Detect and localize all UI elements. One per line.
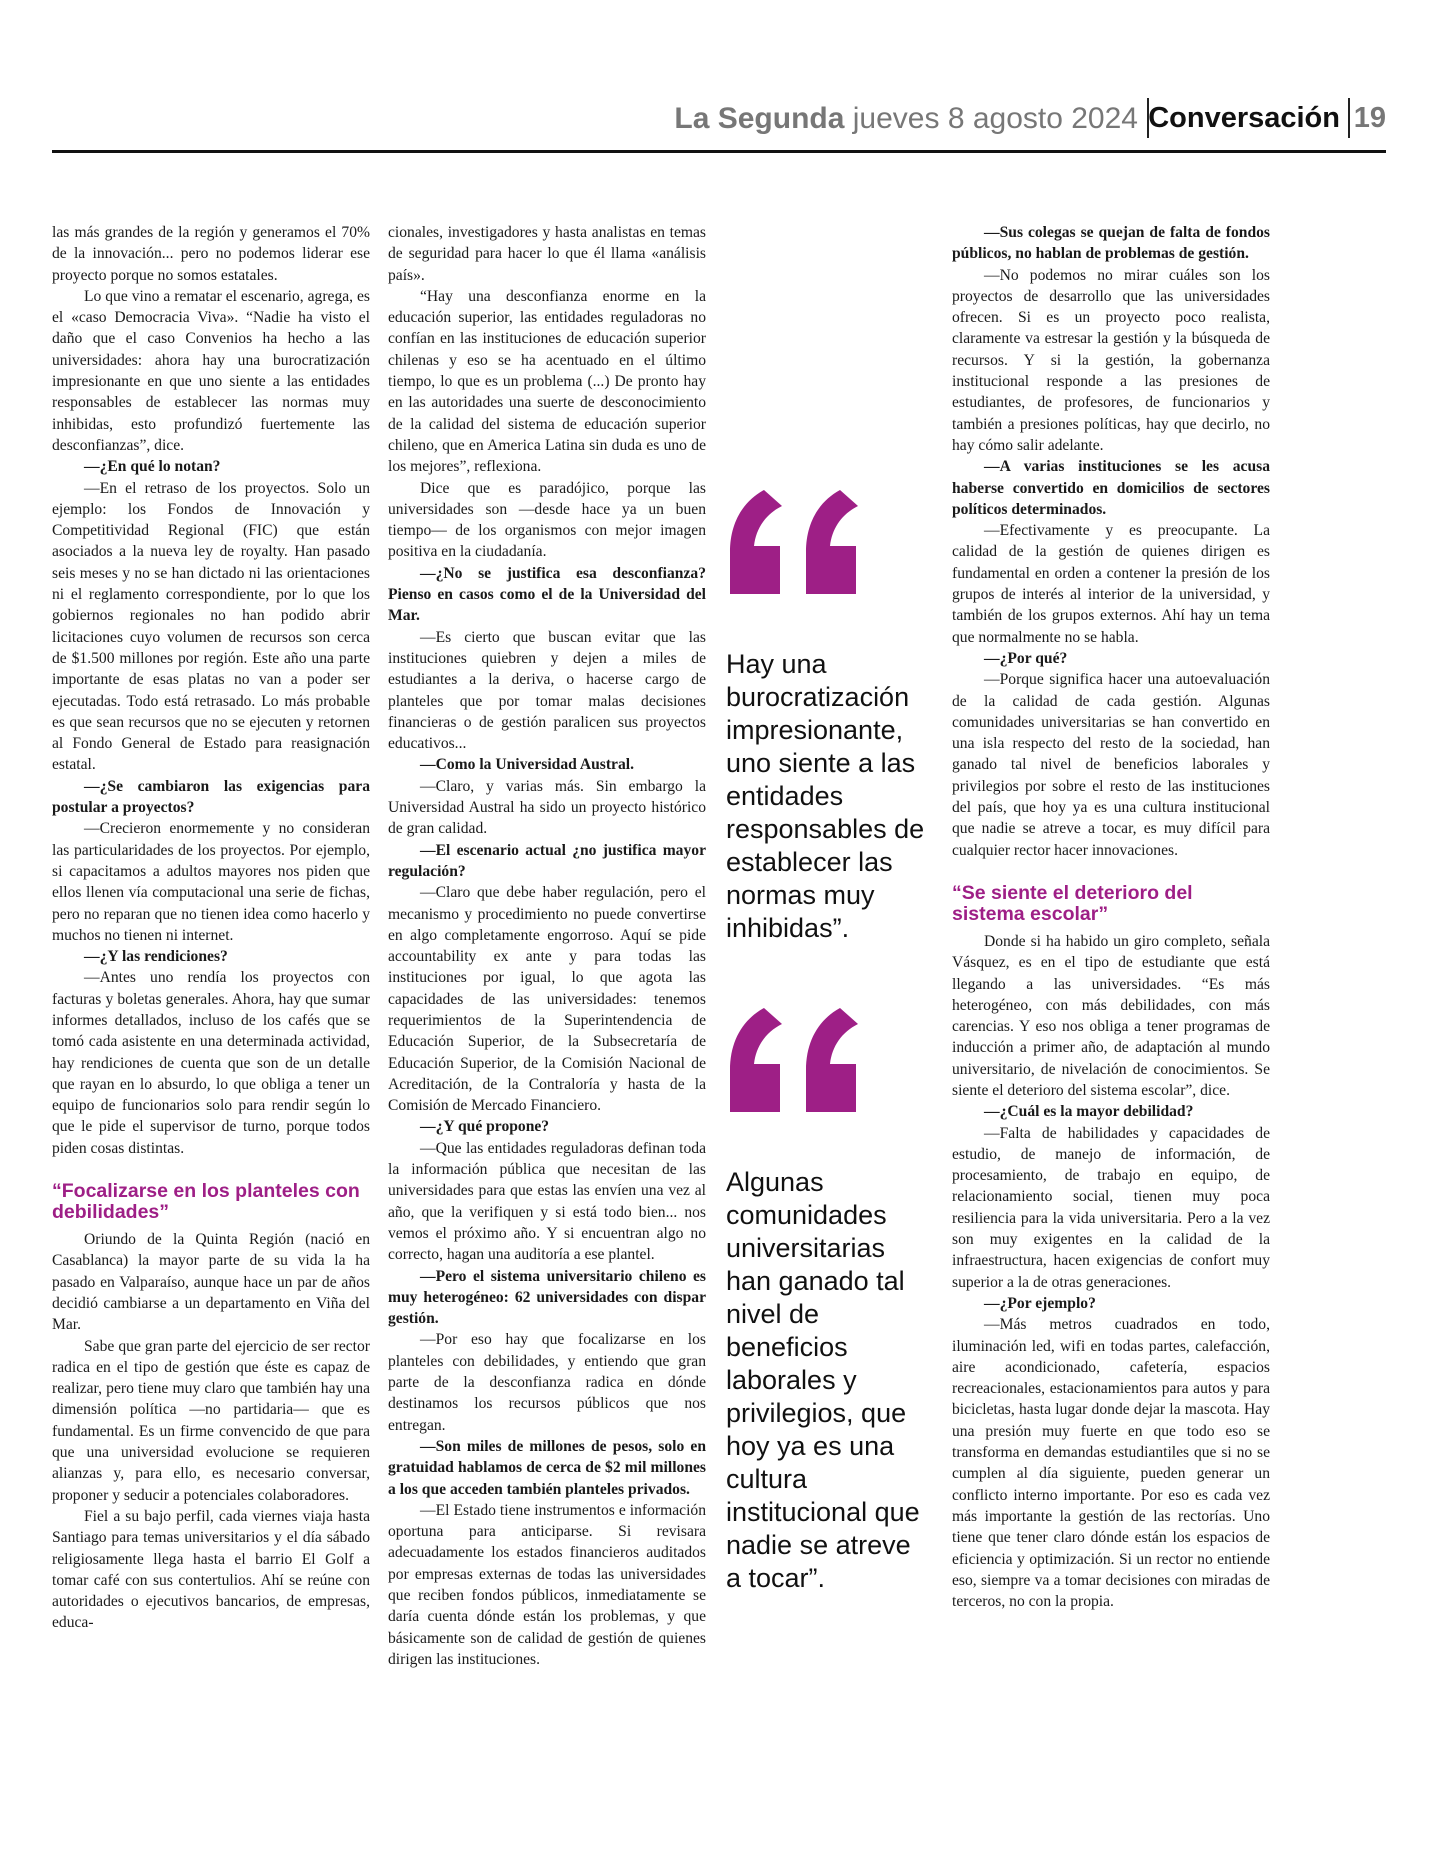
- publication-name: La Segunda: [674, 102, 845, 135]
- paragraph: Sabe que gran parte del ejercicio de ser rector radica en el tipo de gestión que éste es capaz de realizar, pero tiene muy claro que también hay una dimensión política —no partidaria— que es fundamental. Es un firme convencido de que para que una universidad evolucione se requieren alianzas y, para ello, es necesario conversar, proponer y seducir a potenciales colaboradores.: [52, 1337, 370, 1504]
- paragraph: cionales, investigadores y hasta analistas en temas de seguridad para hacer lo que él llama «análisis país».: [388, 224, 706, 284]
- paragraph: Dice que es paradójico, porque las universidades son —desde hace ya un buen tiempo— de los organismos con mejor imagen positiva en la ciudadanía.: [388, 479, 706, 561]
- interview-question: —¿Cuál es la mayor debilidad?: [984, 1103, 1194, 1121]
- paragraph: —Falta de habilidades y capacidades de estudio, de manejo de información, de procesamiento, de trabajo en equipo, de relacionamiento social, tienen muy poca resiliencia para la vida universitaria. Pero a la vez son muy exigentes en la calidad de la infraestructura, hacen exigencias de confort muy superior a la de otras generaciones.: [952, 1124, 1270, 1291]
- paragraph: Donde si ha habido un giro completo, señala Vásquez, es en el tipo de estudiante que está llegando a las universidades. “Es más heterogéneo, con más debilidades, con más carencias. Y eso nos obliga a tener programas de inducción a primer año, de adaptación al mundo universitario, de nivelación de conocimientos. Se siente el deterioro del sistema escolar”, dice.: [952, 932, 1270, 1099]
- quote-mark-icon: [726, 488, 876, 598]
- pull-quote-1: Hay una burocratización impresionante, uno siente a las entidades responsables de establecer las normas muy inhibidas”.: [726, 649, 925, 943]
- interview-question: —¿Por ejemplo?: [984, 1294, 1096, 1312]
- article-column-4: [952, 222, 1270, 1612]
- header-rule: [52, 150, 1386, 153]
- page-number: 19: [1353, 102, 1386, 134]
- publication-dateline: [674, 102, 1138, 136]
- paragraph: —Porque significa hacer una autoevaluación de la calidad de cada gestión. Algunas comunidades universitarias se han convertido en una isla respecto del resto de la sociedad, han ganado tal nivel de beneficios laborales y privilegios por sobre el resto de las instituciones del país, que hoy ya es una cultura institucional que nadie se atreve a tocar, es muy difícil para cualquier rector hacer innovaciones.: [952, 671, 1270, 859]
- interview-question: —¿Por qué?: [984, 649, 1068, 667]
- interview-question: —¿Se cambiaron las exigencias para postular a proyectos?: [52, 777, 370, 817]
- publication-date: jueves 8 agosto 2024: [852, 102, 1138, 135]
- interview-question: —El escenario actual ¿no justifica mayor regulación?: [388, 841, 706, 880]
- paragraph: —Crecieron enormemente y no consideran las particularidades de los proyectos. Por ejemplo, si capacitamos a adultos mayores nos piden que ellos llenen vía computacional una serie de fichas, pero no reparan que no tienen idea como hacerlo y muchos no tienen ni internet.: [52, 820, 370, 944]
- masthead: [52, 96, 1386, 152]
- paragraph: —Por eso hay que focalizarse en los planteles con debilidades, y entiendo que gran parte de la desconfianza radica en dónde destinamos los recursos públicos que nos entregan.: [388, 1331, 706, 1434]
- paragraph: las más grandes de la región y generamos el 70% de la innovación... pero no podemos liderar ese proyecto porque no somos estatales.: [52, 224, 370, 284]
- article-column-2: [388, 222, 706, 1670]
- paragraph: —Es cierto que buscan evitar que las instituciones quiebren y dejen a miles de estudiantes a la deriva, o hacerse cargo de planteles que por tomar malas decisiones financieras o de gestión paralicen sus proyectos educativos...: [388, 628, 706, 753]
- paragraph: —Antes uno rendía los proyectos con facturas y boletas generales. Ahora, hay que sumar informes detallados, incluso de los cafés que se tomó cada asistente en una determinada actividad, hay rendiciones de cuenta que son de un detalle que rayan en lo absurdo, lo que obliga a tener un equipo de funcionarios solo para rendir según lo que le pide el supervisor de turno, porque todos piden cosas distintas.: [52, 969, 370, 1157]
- interview-question: —Como la Universidad Austral.: [420, 756, 634, 774]
- interview-question: —A varias instituciones se les acusa haberse convertido en domicilios de sectores políticos determinados.: [952, 458, 1270, 518]
- paragraph: —El Estado tiene instrumentos e información oportuna para anticiparse. Si revisara adecuadamente los estados financieros auditados por empresas externas de todas las universidades que reciben fondos públicos, inmediatamente se daría cuenta dónde están los problemas, y que básicamente son de calidad de gestión de quienes dirigen las instituciones.: [388, 1501, 706, 1668]
- interview-question: —¿En qué lo notan?: [84, 458, 221, 476]
- interview-question: —¿No se justifica esa desconfianza? Pienso en casos como el de la Universidad del Mar.: [388, 564, 706, 625]
- paragraph: “Hay una desconfianza enorme en la educación superior, las entidades reguladoras no confían en las instituciones de educación superior chilenas y eso se ha acentuado en el último tiempo, lo que es un problema (...) De pronto hay en las autoridades una suerte de desconocimiento de la calidad del sistema de educación superior chileno, que en America Latina sin duda es uno de los mejores”, reflexiona.: [388, 287, 706, 476]
- paragraph: —Más metros cuadrados en todo, iluminación led, wifi en todas partes, calefacción, aire acondicionado, cafetería, espacios recreacionales, estacionamientos para autos y para bicicletas, hasta lugar donde dejar la mascota. Hay una presión muy fuerte en que todo eso se transforma en demandas estudiantiles que si no se cumplen al día siguiente, pueden generar un conflicto interno importante. Por eso es cada vez más importante la gestión de las rectorías. Uno tiene que tener claro dónde están los espacios de eficiencia y optimización. Si un rector no entiende eso, siempre va a tomar decisiones con miradas de terceros, no con la propia.: [952, 1316, 1270, 1611]
- subheading: “Se siente el deterioro del sistema escolar”: [952, 881, 1193, 925]
- interview-question: —¿Y las rendiciones?: [84, 948, 228, 966]
- interview-question: —Son miles de millones de pesos, solo en gratuidad hablamos de cerca de $2 mil millones a los que acceden también planteles privados.: [388, 1437, 706, 1498]
- section-name: Conversación: [1148, 102, 1340, 134]
- quote-mark-icon: [726, 1006, 876, 1116]
- interview-question: —¿Y qué propone?: [420, 1118, 550, 1136]
- paragraph: —No podemos no mirar cuáles son los proyectos de desarrollo que las universidades ofrecen. Si es un proyecto poco realista, claramente va estresar la gestión y la búsqueda de recursos. Y si la gestión, la gobernanza institucional responde a las presiones de estudiantes, de profesores, de funcionarios y también a presiones políticas, hay que decirlo, no hay cómo salir adelante.: [952, 266, 1270, 454]
- interview-question: —Sus colegas se quejan de falta de fondos públicos, no hablan de problemas de gestión.: [952, 224, 1270, 263]
- paragraph: Oriundo de la Quinta Región (nació en Casablanca) la mayor parte de su vida la ha pasado en Valparaíso, aunque hace un par de años decidió cambiarse a un departamento en Viña del Mar.: [52, 1231, 370, 1334]
- pull-quote-2: Algunas comunidades universitarias han ganado tal nivel de beneficios laborales y privilegios, que hoy ya es una cultura institucional que nadie se atreve a tocar”.: [726, 1167, 920, 1593]
- paragraph: —Claro que debe haber regulación, pero el mecanismo y procedimiento no puede convertirse en algo completamente engorroso. Aquí se pide accountability ex ante y para todas las instituciones por igual, lo que agota las capacidades de las universidades: tenemos requerimientos de la Superintendencia de Educación Superior, de la Subsecretaría de Educación Superior, de la Comisión Nacional de Acreditación, de la Contraloría y hasta de la Comisión de Mercado Financiero.: [388, 884, 706, 1115]
- paragraph: —Claro, y varias más. Sin embargo la Universidad Austral ha sido un proyecto histórico de gran calidad.: [388, 777, 706, 838]
- interview-question: —Pero el sistema universitario chileno es muy heterogéneo: 62 universidades con dispar gestión.: [388, 1267, 706, 1328]
- paragraph: —Efectivamente y es preocupante. La calidad de la gestión de quienes dirigen es fundamental en orden a contener la presión de los grupos de interés al interior de la universidad, y también de los grupos externos. Ahí hay un tema que normalmente no se habla.: [952, 522, 1270, 646]
- paragraph: —Que las entidades reguladoras definan toda la información pública que necesitan de las universidades para que estas las envíen una vez al año, que la verifiquen y si está todo bien... nos vemos el próximo año. Y si encuentran algo no correcto, hagan una auditoría a ese plantel.: [388, 1139, 706, 1264]
- subheading: “Focalizarse en los planteles con debilidades”: [52, 1180, 360, 1224]
- paragraph: —En el retraso de los proyectos. Solo un ejemplo: los Fondos de Innovación y Competitividad Regional (FIC) que están asociados a la nueva ley de royalty. Han pasado seis meses y no se han dictado ni las orientaciones ni el reglamento correspondiente, por lo que los gobiernos regionales no han podido abrir licitaciones cuyo volumen de recursos son cerca de $1.500 millones por región. Este año una parte importante de esas platas no van a poder ser ejecutadas. Todo está retrasado. Lo más probable es que sean recursos que no se ejecuten y retornen al Fondo General de Estado para reasignación estatal.: [52, 479, 370, 774]
- masthead-divider: [1348, 98, 1350, 138]
- paragraph: Fiel a su bajo perfil, cada viernes viaja hasta Santiago para temas universitarios y el día sábado religiosamente llega hasta el barrio El Golf a tomar café con sus contertulios. Ahí se reúne con autoridades o ejecutivos bancarios, de empresas, educa-: [52, 1507, 370, 1632]
- paragraph: Lo que vino a rematar el escenario, agrega, es el «caso Democracia Viva». “Nadie ha visto el daño que el caso Convenios ha hecho a las universidades: ahora hay una burocratización impresionante en que uno siente a las entidades responsables de establecer las normas muy inhibidas, esto profundizó fuertemente las desconfianzas”, dice.: [52, 287, 370, 454]
- article-column-1: [52, 222, 370, 1634]
